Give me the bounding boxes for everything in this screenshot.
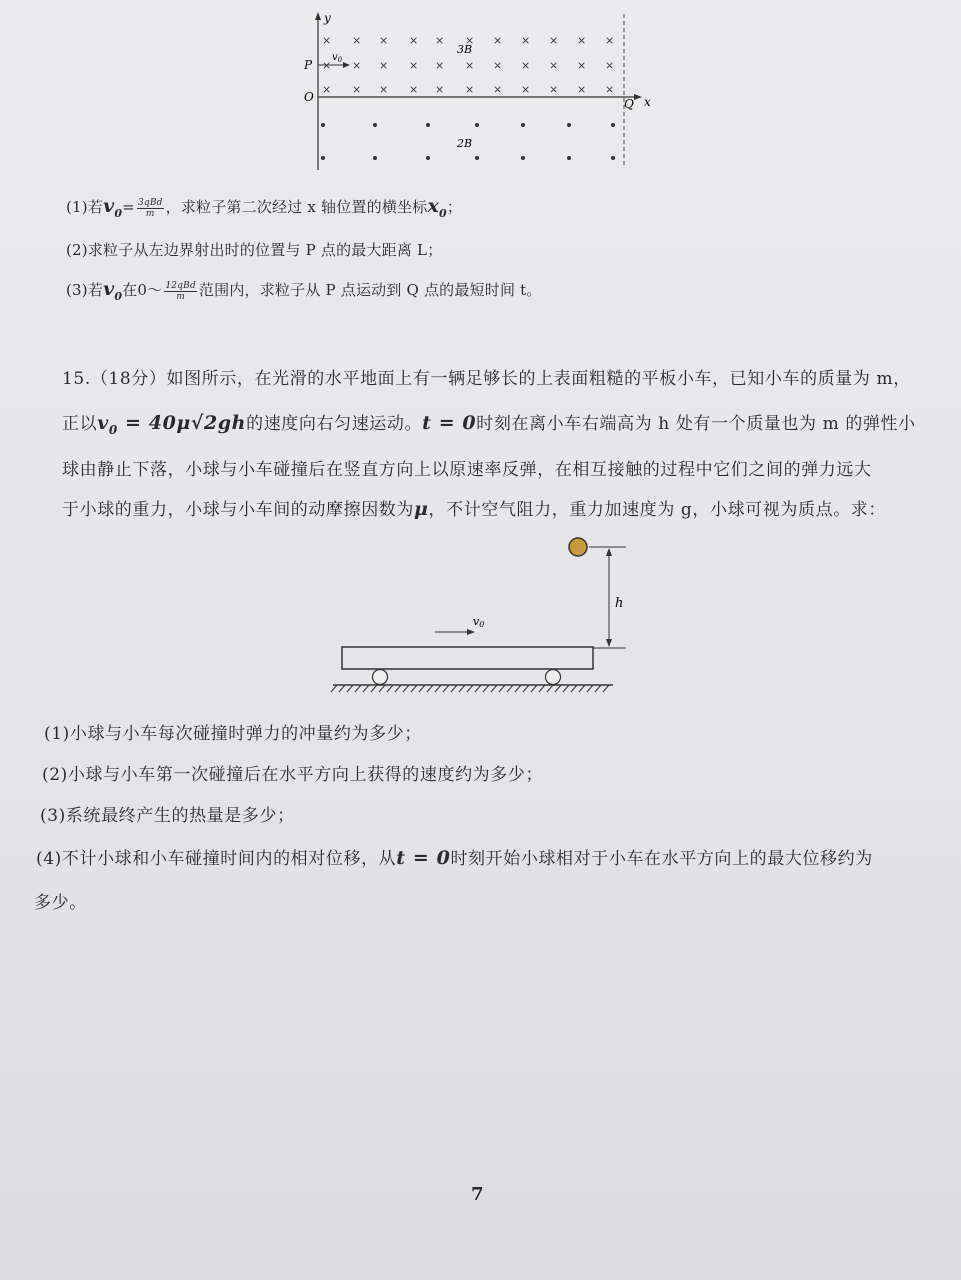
fraction-1: $\frac{\text{3qBd}}{m}$ <box>137 197 163 219</box>
y-axis-arrow <box>315 12 321 20</box>
svg-text:×: × <box>379 59 389 72</box>
field-crosses <box>322 34 614 96</box>
svg-text:×: × <box>435 59 445 72</box>
svg-text:×: × <box>352 34 362 47</box>
q15-part4: (4)不计小球和小车碰撞时间内的相对位移，从t = 0时刻开始小球相对于小车在水平方向上的最大位移约为 <box>36 847 873 869</box>
q15-line1: 15.（18分）如图所示，在光滑的水平地面上有一辆足够长的上表面粗糙的平板小车，已知小车的质量为 m， <box>62 369 911 389</box>
svg-text:×: × <box>409 83 419 96</box>
velocity-label: $v_0$ <box>332 52 343 64</box>
svg-text:×: × <box>549 59 559 72</box>
svg-text:×: × <box>352 59 362 72</box>
q15-line4: 于小球的重力，小球与小车间的动摩擦因数为μ，不计空气阻力，重力加速度为 g，小球可视为质点。求： <box>62 498 887 520</box>
svg-text:×: × <box>521 59 531 72</box>
magnetic-field-figure <box>0 0 961 175</box>
svg-text:×: × <box>577 34 587 47</box>
cart-velocity-arrowhead <box>467 629 475 635</box>
svg-text:×: × <box>322 34 332 47</box>
x0-symbol: $x_0$ <box>427 195 447 220</box>
svg-text:×: × <box>605 83 615 96</box>
svg-text:×: × <box>465 83 475 96</box>
q15-part3: (3)系统最终产生的热量是多少； <box>40 806 295 826</box>
svg-text:×: × <box>549 83 559 96</box>
v0-symbol: $v_0$ <box>103 278 123 303</box>
svg-text:×: × <box>577 59 587 72</box>
cart-body <box>342 647 593 669</box>
height-arrow-down <box>606 639 612 647</box>
x-axis-label: x <box>644 95 651 109</box>
svg-text:×: × <box>435 83 445 96</box>
svg-text:×: × <box>465 59 475 72</box>
svg-text:×: × <box>409 34 419 47</box>
point-p-label: P <box>304 58 313 72</box>
svg-text:×: × <box>521 83 531 96</box>
q15-part2: (2)小球与小车第一次碰撞后在水平方向上获得的速度约为多少； <box>42 765 544 785</box>
x-axis-arrow <box>634 94 642 100</box>
q14-part2: (2)求粒子从左边界射出时的位置与 P 点的最大距离 L； <box>66 241 443 259</box>
q14-part3: (3)若$v_0$在0～ $\frac{\text{12qBd}}{m}$ 范围内，求粒子从 P 点运动到 Q 点的最短时间 t。 <box>66 278 542 303</box>
svg-text:×: × <box>493 59 503 72</box>
q14-part1: (1)若$v_0=$ $\frac{\text{3qBd}}{m}$ ，求粒子第二次经过 x 轴位置的横坐标$x_0$； <box>66 195 463 220</box>
t-zero: t = 0 <box>396 847 451 869</box>
ball <box>569 538 587 556</box>
cart-wheel-right <box>546 670 561 685</box>
page-number: 7 <box>471 1184 484 1205</box>
svg-text:×: × <box>322 59 332 72</box>
svg-text:×: × <box>493 34 503 47</box>
v0-equation: $v_0 = 40\mu√2gh$ <box>97 412 247 437</box>
q15-line3: 球由静止下落，小球与小车碰撞后在竖直方向上以原速率反弹，在相互接触的过程中它们之间的弹力远大 <box>62 460 872 480</box>
svg-text:×: × <box>521 34 531 47</box>
field-upper-label: 3B <box>457 43 473 56</box>
t-zero: t = 0 <box>422 412 477 434</box>
point-q-label: Q <box>624 97 634 111</box>
v0-symbol: $v_0$ <box>103 195 123 220</box>
svg-text:×: × <box>577 83 587 96</box>
q15-line2: 正以$v_0 = 40\mu√2gh$的速度向右匀速运动。t = 0时刻在离小车右端高为 h 处有一个质量也为 m 的弹性小 <box>62 412 916 437</box>
svg-text:×: × <box>549 34 559 47</box>
svg-text:×: × <box>605 59 615 72</box>
origin-label: O <box>304 90 314 104</box>
height-label: h <box>615 596 624 611</box>
velocity-arrowhead <box>343 62 350 68</box>
svg-text:×: × <box>409 59 419 72</box>
svg-text:×: × <box>379 83 389 96</box>
svg-text:×: × <box>605 34 615 47</box>
q15-part4-line2: 多少。 <box>34 893 87 913</box>
fraction-2: $\frac{\text{12qBd}}{m}$ <box>165 280 196 302</box>
svg-text:×: × <box>352 83 362 96</box>
y-axis-label: y <box>324 11 331 25</box>
svg-text:×: × <box>435 34 445 47</box>
cart-velocity-label: v0 <box>473 615 485 629</box>
svg-text:×: × <box>322 83 332 96</box>
cart-ball-figure <box>0 530 961 700</box>
cart-wheel-left <box>373 670 388 685</box>
height-arrow-up <box>606 548 612 556</box>
svg-text:×: × <box>493 83 503 96</box>
svg-text:×: × <box>465 34 475 47</box>
mu-symbol: μ <box>414 498 429 520</box>
ground-hatching <box>331 685 609 692</box>
field-lower-label: 2B <box>457 137 473 150</box>
q15-part1: (1)小球与小车每次碰撞时弹力的冲量约为多少； <box>44 724 422 744</box>
svg-text:×: × <box>379 34 389 47</box>
